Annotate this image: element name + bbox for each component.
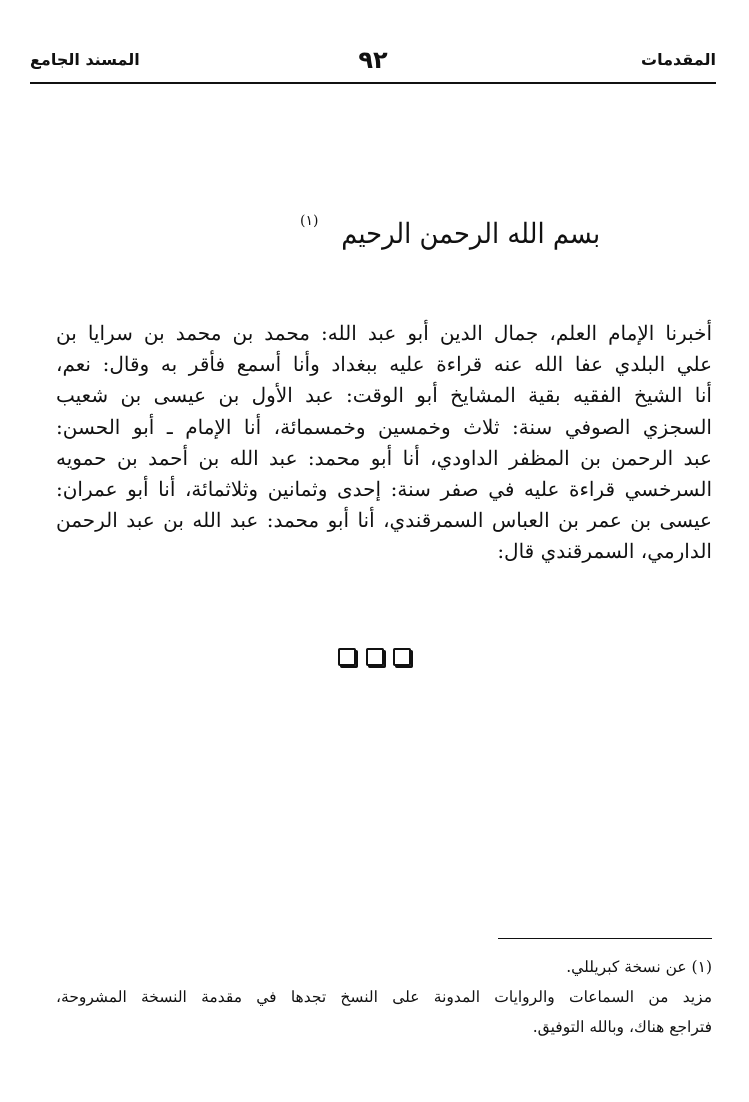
text-line: عبد الرحمن بن المظفر الداودي، أنا أبو محمد: عبد الله بن أحمد بن حمويه [56, 445, 712, 470]
text-line: السجزي الصوفي سنة: ثلاث وخمسين وخمسمائة، أنا الإمام ـ أبو الحسن: [56, 414, 712, 439]
text-line: الدارمي، السمرقندي قال: [497, 539, 712, 564]
basmala [300, 205, 601, 275]
basmala-calligraphy: بسم الله الرحمن الرحيم [341, 217, 601, 250]
section-title: المقدمات [641, 50, 716, 69]
main-text [56, 318, 712, 568]
footnote-line: (١) عن نسخة كبريللي. [566, 958, 712, 976]
section-separator [0, 646, 749, 666]
text-line: أنا الشيخ الفقيه بقية المشايخ أبو الوقت: عبد الأول بن عيسى بن شعيب [56, 383, 712, 408]
footnote-line: مزيد من السماعات والروايات المدونة على النسخ تجدها في مقدمة النسخة المشروحة، [56, 988, 712, 1006]
page-header [30, 48, 716, 84]
text-line: علي البلدي عفا الله عنه قراءة عليه ببغداد وأنا أسمع فأقر به وقال: نعم، [56, 352, 712, 377]
square-ornament-icon [366, 648, 384, 666]
text-line: أخبرنا الإمام العلم، جمال الدين أبو عبد الله: محمد بن محمد بن سرايا بن [56, 321, 712, 345]
footnote-line: فتراجع هناك، وبالله التوفيق. [532, 1018, 712, 1036]
page-number: ٩٢ [358, 46, 388, 74]
footnote-divider [498, 938, 712, 939]
text-line: السرخسي قراءة عليه في صفر سنة: إحدى وثمانين وثلاثمائة، أنا أبو عمران: [56, 476, 712, 501]
text-line: عيسى بن عمر بن العباس السمرقندي، أنا أبو محمد: عبد الله بن عبد الرحمن [56, 508, 712, 533]
book-title: المسند الجامع [30, 50, 140, 69]
footnote-ref: (١) [300, 213, 319, 229]
square-ornament-icon [338, 648, 356, 666]
square-ornament-icon [393, 648, 411, 666]
footnotes [56, 952, 712, 1042]
